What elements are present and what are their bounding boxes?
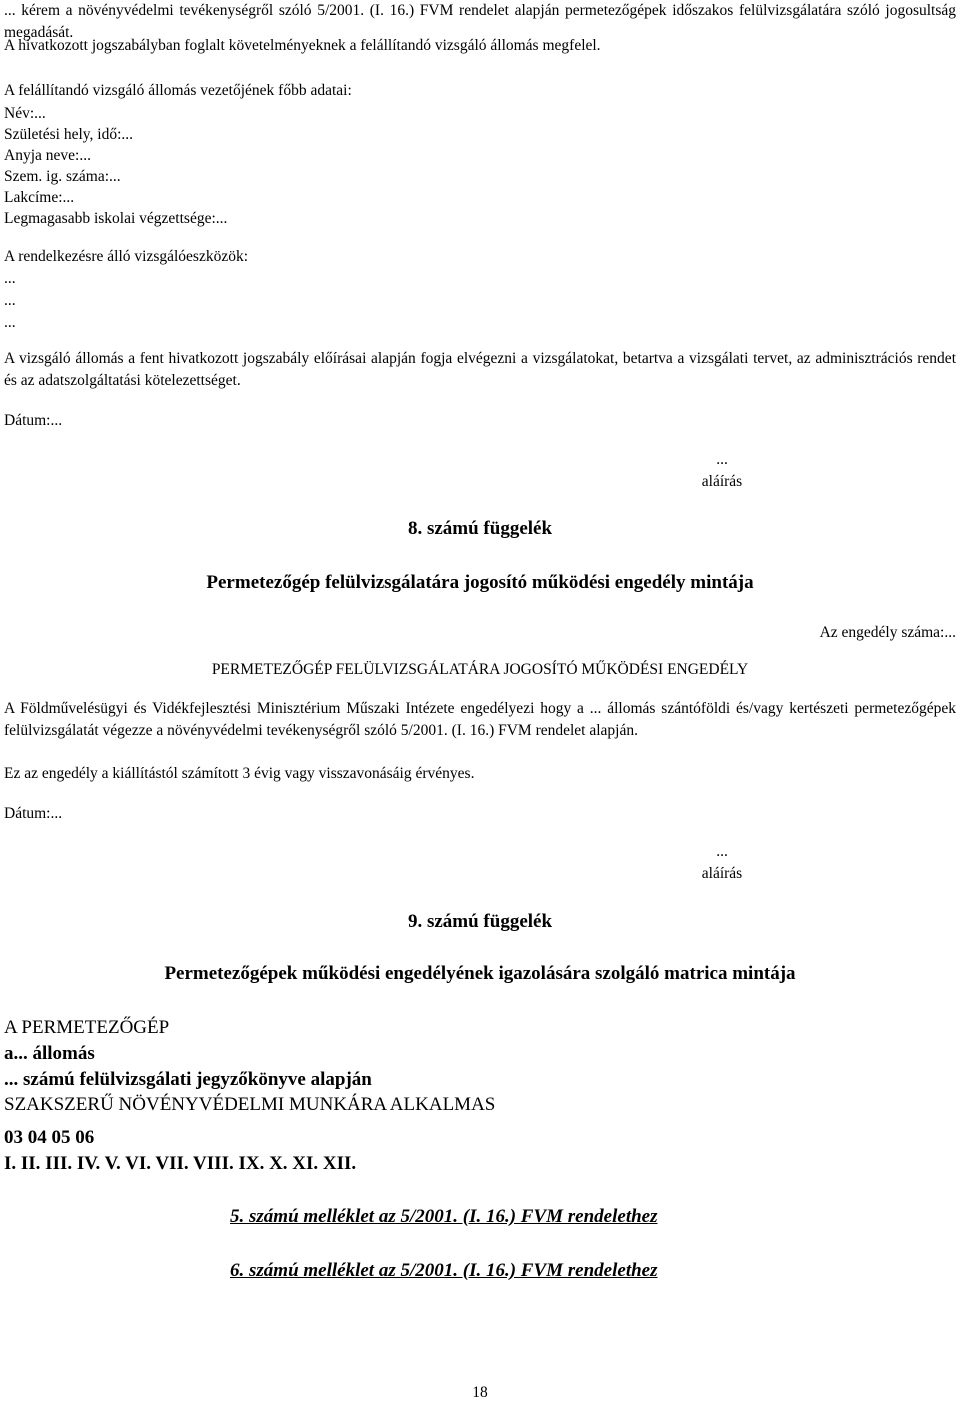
- intro-line-3: A hivatkozott jogszabályban foglalt követelményeknek a felállítandó vizsgáló állomás megfelel.: [4, 37, 601, 54]
- field-name: Név:...: [4, 105, 46, 122]
- signature-label: aláírás: [701, 865, 743, 882]
- signature-block-2: [632, 841, 812, 885]
- sticker-months: I. II. III. IV. V. VI. VII. VIII. IX. X. XI. XII.: [4, 1153, 357, 1174]
- tools-intro: A rendelkezésre álló vizsgálóeszközök:: [4, 248, 249, 265]
- field-id: Szem. ig. száma:...: [4, 168, 121, 185]
- sticker-line-2: a... állomás: [4, 1043, 95, 1064]
- obligation-paragraph: A vizsgáló állomás a fent hivatkozott jogszabály előírásai alapján fogja elvégezni a vizsgálatokat, betartva a vizsgálati tervet, az adminisztrációs rendet és az adatszolgáltatási kötelezettséget.: [4, 350, 956, 389]
- tools-line-3: ...: [4, 314, 16, 331]
- sticker-line-4: SZAKSZERŰ NÖVÉNYVÉDELMI MUNKÁRA ALKALMAS: [4, 1094, 496, 1115]
- sticker-line-1: A PERMETEZŐGÉP: [4, 1017, 170, 1038]
- permit-body: A Földművelésügyi és Vidékfejlesztési Minisztérium Műszaki Intézete engedélyezi hogy a ... állomás szántóföldi és/vagy kertészeti permetezőgépek felülvizsgálatát végezze a növényvédelmi tevékenységről szóló 5/2001. (I. 16.) FVM rendelet alapján.: [4, 700, 956, 739]
- sticker-years: 03 04 05 06: [4, 1127, 95, 1148]
- permit-caps-title: PERMETEZŐGÉP FELÜLVIZSGÁLATÁRA JOGOSÍTÓ MŰKÖDÉSI ENGEDÉLY: [211, 661, 749, 678]
- annex-5-link[interactable]: 5. számú melléklet az 5/2001. (I. 16.) FVM rendelethez: [230, 1206, 658, 1227]
- date-field-2: Dátum:...: [4, 805, 63, 822]
- appendix-9-title: Permetezőgépek működési engedélyének igazolására szolgáló matrica mintája: [164, 963, 796, 984]
- signature-dots: ...: [716, 843, 728, 860]
- tools-line-1: ...: [4, 270, 16, 287]
- field-education: Legmagasabb iskolai végzettsége:...: [4, 210, 228, 227]
- field-mother: Anyja neve:...: [4, 147, 91, 164]
- date-field-1: Dátum:...: [4, 412, 63, 429]
- signature-block-1: [632, 449, 812, 493]
- appendix-8-number: 8. számú függelék: [407, 518, 553, 539]
- appendix-8-title: Permetezőgép felülvizsgálatára jogosító működési engedély mintája: [206, 572, 754, 593]
- intro-line-2: permetezőgépek időszakos felülvizsgálatára szóló jogosultság megadását.: [4, 2, 957, 41]
- field-address: Lakcíme:...: [4, 189, 75, 206]
- annex-6-link[interactable]: 6. számú melléklet az 5/2001. (I. 16.) FVM rendelethez: [230, 1260, 658, 1281]
- field-birth: Születési hely, idő:...: [4, 126, 134, 143]
- permit-validity: Ez az engedély a kiállítástól számított 3 évig vagy visszavonásáig érvényes.: [4, 765, 475, 782]
- sticker-line-3: ... számú felülvizsgálati jegyzőkönyve alapján: [4, 1069, 372, 1090]
- signature-dots: ...: [716, 451, 728, 468]
- appendix-9-number: 9. számú függelék: [407, 911, 553, 932]
- permit-number: Az engedély száma:...: [819, 624, 956, 641]
- signature-label: aláírás: [701, 473, 743, 490]
- tools-line-2: ...: [4, 292, 16, 309]
- leader-intro: A felállítandó vizsgáló állomás vezetőjének főbb adatai:: [4, 82, 352, 99]
- page-number: 18: [472, 1384, 488, 1401]
- intro-line-1: ... kérem a növényvédelmi tevékenységről szóló 5/2001. (I. 16.) FVM rendelet alapján: [4, 2, 560, 19]
